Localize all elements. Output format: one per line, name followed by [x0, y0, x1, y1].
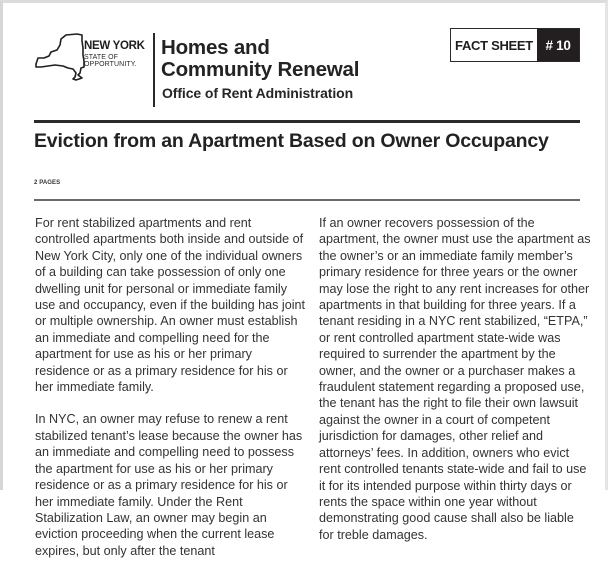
right-column: [319, 215, 591, 559]
logo-divider: [153, 33, 155, 107]
paragraph: In NYC, an owner may refuse to renew a rent stabilized tenant’s lease because the owner has an immediate and compelling need to possess the apartment for use as his or her primary residence or as a primary residence for his or her immediate family. Under the Rent Stabilization Law, an owner may begin an eviction proceeding when the current lease expires, but only after the tenant: [35, 412, 303, 558]
page-count: 2 PAGES: [34, 180, 61, 186]
nys-logo: [33, 31, 153, 87]
logo-tagline: STATE OF OPPORTUNITY.: [84, 54, 137, 69]
fact-sheet-number: # 10: [537, 29, 579, 61]
left-column: [35, 215, 307, 575]
fact-sheet-label: FACT SHEET: [451, 29, 537, 61]
paragraph: For rent stabilized apartments and rent controlled apartments both inside and outside of New York City, only one of the individual owners of a building can take possession of only one dwelling unit for personal or immediate family use and occupancy, even if the building has joint or multiple ownership. An owner must establish an immediate and compelling need for the apartment for use as his or her primary residence or as a primary residence for his or her immediate family.: [35, 216, 306, 395]
fact-sheet-badge: [450, 28, 580, 62]
page-title: Eviction from an Apartment Based on Owner Occupancy: [34, 130, 549, 152]
new-york-state-outline-icon: [33, 31, 89, 87]
office-name: Office of Rent Administration: [162, 85, 354, 101]
paragraph: If an owner recovers possession of the apartment, the owner must use the apartment as the owner’s or an immediate family member’s primary residence for three years or the owner may lose the right to any rent increases for other apartments in that building for three years. If a tenant residing in a NYC rent stabilized, “ETPA,” or rent controlled apartment state-wide was required to surrender the apartment by the owner, and the owner or a purchaser makes a fraudulent statement regarding a proposed use, the tenant has the right to file their own lawsuit against the owner in a court of competent jurisdiction for damages, other relief and attorneys’ fees. In addition, owners who evict rent controlled tenants state-wide and fail to use it for its intended purpose within thirty days or rents the space within one year without demonstrating good cause shall also be liable for treble damages.: [319, 216, 591, 542]
logo-wordmark: NEW YORK: [84, 40, 145, 52]
agency-name: Homes and Community Renewal: [161, 36, 360, 81]
title-divider: [34, 120, 580, 123]
body-divider: [34, 199, 580, 201]
